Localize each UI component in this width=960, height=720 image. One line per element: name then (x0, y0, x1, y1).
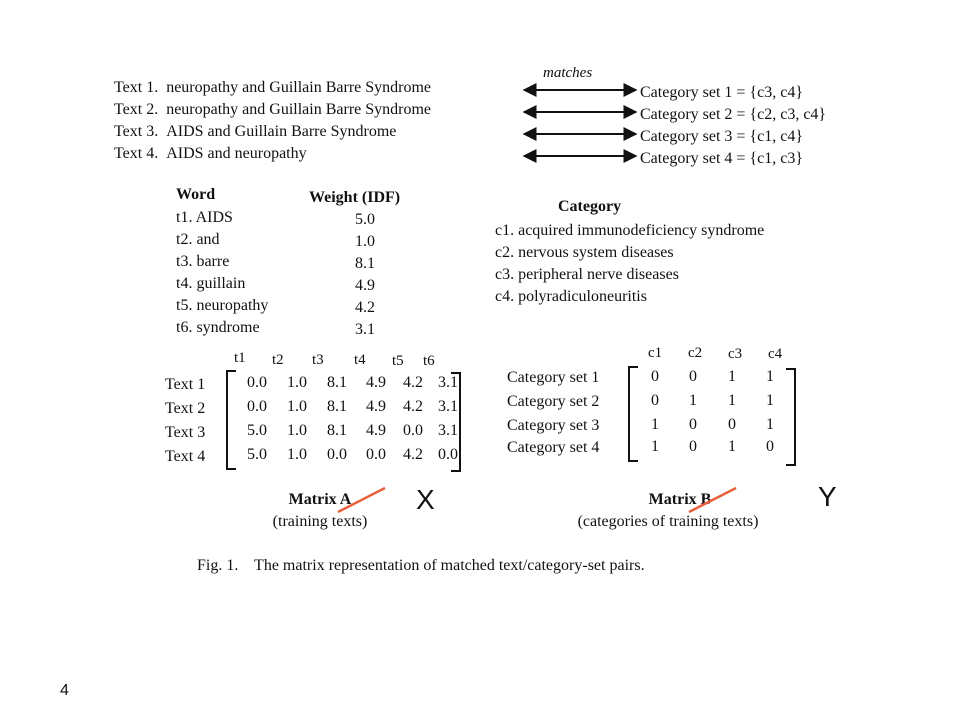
matrix-b-row (636, 368, 788, 386)
matrix-a-col-header: t6 (423, 353, 435, 369)
word-row: t1. AIDS (176, 209, 233, 226)
matrix-b-cell: 1 (766, 392, 774, 409)
matrix-a-title: Matrix A (288, 491, 352, 508)
matrix-b-cell: 0 (651, 368, 659, 385)
matrix-a-cell: 4.9 (366, 422, 386, 439)
matrix-a-cell: 3.1 (438, 374, 458, 391)
matrix-a-row (237, 374, 465, 392)
matrix-b-col-header: c4 (768, 346, 783, 362)
matrix-a-cell: 0.0 (247, 374, 267, 391)
weight-value: 1.0 (355, 233, 375, 250)
matrix-a-cell: 0.0 (327, 446, 347, 463)
matrix-b-cell: 1 (766, 368, 774, 385)
weight-value: 4.2 (355, 299, 375, 316)
weight-value: 8.1 (355, 255, 375, 272)
matrix-a-cell: 4.2 (403, 374, 423, 391)
text-content: neuropathy and Guillain Barre Syndrome (166, 79, 432, 96)
matches-label: matches (543, 65, 593, 81)
category-item: c3. peripheral nerve diseases (495, 266, 679, 283)
text-content: neuropathy and Guillain Barre Syndrome (166, 101, 432, 118)
matrix-a-cell: 1.0 (287, 446, 307, 463)
word-row: t3. barre (176, 253, 230, 270)
matrix-b-cell: 1 (728, 368, 736, 385)
matrix-a-cell: 0.0 (366, 446, 386, 463)
matrix-a-cell: 1.0 (287, 398, 307, 415)
text-line-3 (114, 121, 396, 142)
matrix-a-cell: 1.0 (287, 422, 307, 439)
text-line-2 (114, 99, 431, 120)
category-header: Category (558, 198, 622, 215)
text-label: Text 1. (114, 79, 159, 96)
matrix-a-row (237, 398, 465, 416)
matrix-a-subtitle: (training texts) (272, 513, 368, 530)
category-item: c4. polyradiculoneuritis (495, 288, 647, 305)
matrix-a-col-header: t5 (392, 353, 404, 369)
word-row: t6. syndrome (176, 319, 260, 336)
matrix-a-col-header: t2 (272, 352, 284, 368)
word-row: t5. neuropathy (176, 297, 269, 314)
matrix-a-cell: 4.2 (403, 446, 423, 463)
matrix-a-cell: 0.0 (247, 398, 267, 415)
matrix-a-row-label: Text 4 (165, 448, 206, 465)
matrix-a-cell: 8.1 (327, 422, 347, 439)
word-row: t4. guillain (176, 275, 246, 292)
matrix-b-col-header: c2 (688, 345, 703, 361)
matrix-b-cell: 1 (728, 438, 736, 455)
word-header: Word (176, 186, 216, 203)
matrix-b-cell: 0 (766, 438, 774, 455)
matrix-b-cell: 0 (728, 416, 736, 433)
matrix-b-cell: 1 (651, 438, 659, 455)
matrix-a-cell: 1.0 (287, 374, 307, 391)
matrix-a-row (237, 446, 465, 464)
matrix-b-cell: 0 (689, 438, 697, 455)
matrix-b-cell: 0 (689, 416, 697, 433)
text-label: Text 4. (114, 145, 159, 162)
category-set-2: Category set 2 = {c2, c3, c4} (640, 106, 827, 123)
matrix-b-cell: 1 (651, 416, 659, 433)
text-content: AIDS and neuropathy (166, 145, 307, 162)
matrix-b-cell: 0 (689, 368, 697, 385)
match-arrows (518, 80, 642, 164)
matrix-a-cell: 4.9 (366, 374, 386, 391)
matrix-a-left-bracket (226, 370, 236, 470)
matrix-b-title: Matrix B (648, 491, 712, 508)
matrix-a-row-label: Text 2 (165, 400, 206, 417)
matrix-a-cell: 0.0 (438, 446, 458, 463)
matrix-b-strike-mark (686, 484, 742, 516)
matrix-a-cell: 5.0 (247, 422, 267, 439)
category-set-3: Category set 3 = {c1, c4} (640, 128, 804, 145)
text-line-1 (114, 77, 431, 98)
text-label: Text 3. (114, 123, 159, 140)
weight-value: 5.0 (355, 211, 375, 228)
matrix-a-col-header: t1 (234, 350, 246, 366)
matrix-a-cell: 3.1 (438, 398, 458, 415)
matrix-b-row (636, 438, 788, 456)
matrix-b-row-label: Category set 1 (507, 369, 600, 386)
matrix-b-cell: 1 (728, 392, 736, 409)
category-set-4: Category set 4 = {c1, c3} (640, 150, 804, 167)
matrix-a-row-label: Text 1 (165, 376, 206, 393)
matrix-a-cell: 3.1 (438, 422, 458, 439)
text-content: AIDS and Guillain Barre Syndrome (166, 123, 397, 140)
matrix-b-cell: 0 (651, 392, 659, 409)
matrix-b-row (636, 392, 788, 410)
matrix-a-col-header: t3 (312, 352, 324, 368)
word-row: t2. and (176, 231, 220, 248)
matrix-b-cell: 1 (766, 416, 774, 433)
figure-caption: Fig. 1. The matrix representation of matched text/category-set pairs. (197, 557, 645, 574)
category-set-1: Category set 1 = {c3, c4} (640, 84, 804, 101)
weight-header: Weight (IDF) (309, 189, 401, 206)
matrix-b-row-label: Category set 4 (507, 439, 600, 456)
matrix-b-col-header: c3 (728, 346, 743, 362)
matrix-b-row-label: Category set 3 (507, 417, 600, 434)
weight-value: 4.9 (355, 277, 375, 294)
matrix-b-subtitle: (categories of training texts) (577, 513, 759, 530)
matrix-a-cell: 8.1 (327, 374, 347, 391)
matrix-a-cell: 8.1 (327, 398, 347, 415)
matrix-b-row-label: Category set 2 (507, 393, 600, 410)
matrix-a-annotation: X (416, 484, 435, 515)
matrix-a-cell: 0.0 (403, 422, 423, 439)
matrix-a-row-label: Text 3 (165, 424, 206, 441)
weight-value: 3.1 (355, 321, 375, 338)
matrix-a-strike-mark (335, 484, 391, 516)
matrix-b-cell: 1 (689, 392, 697, 409)
category-item: c2. nervous system diseases (495, 244, 674, 261)
category-item: c1. acquired immunodeficiency syndrome (495, 222, 765, 239)
text-label: Text 2. (114, 101, 159, 118)
matrix-a-cell: 5.0 (247, 446, 267, 463)
text-line-4 (114, 143, 307, 164)
matrix-b-row (636, 416, 788, 434)
matrix-a-col-header: t4 (354, 352, 366, 368)
matrix-a-cell: 4.2 (403, 398, 423, 415)
matrix-a-row (237, 422, 465, 440)
page-number: 4 (60, 682, 69, 699)
matrix-b-annotation: Y (818, 481, 837, 512)
matrix-a-cell: 4.9 (366, 398, 386, 415)
matrix-b-col-header: c1 (648, 345, 663, 361)
